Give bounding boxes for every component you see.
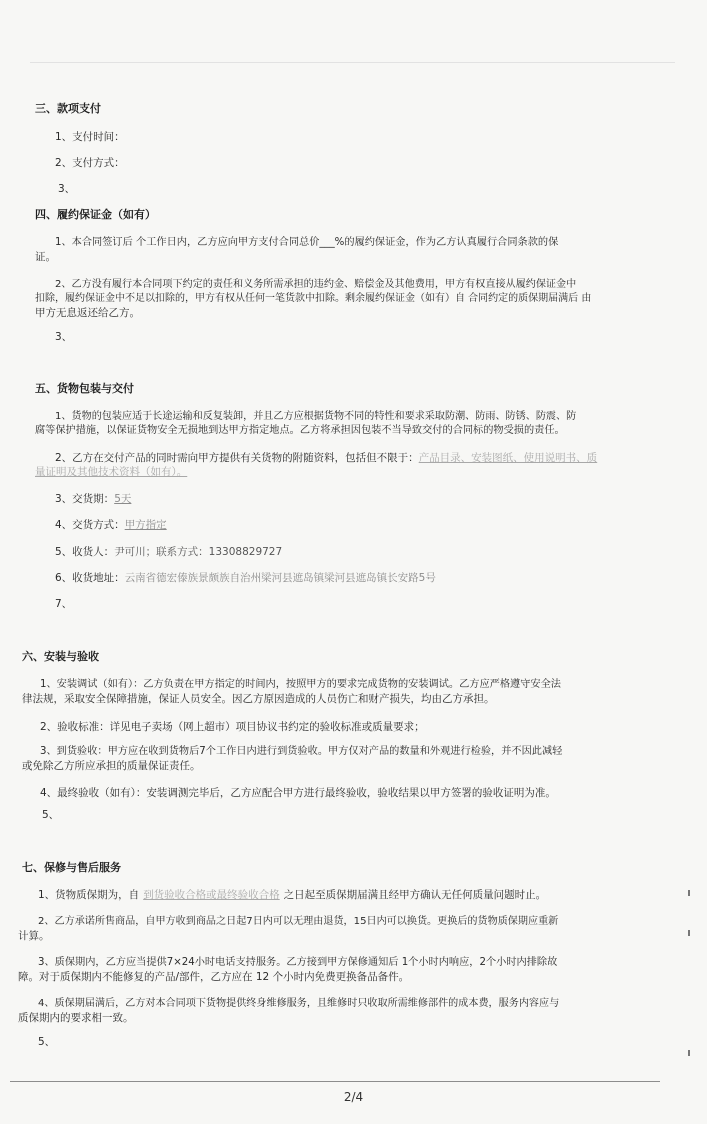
consignee-value: 尹可川；联系方式：13308829727 [114,546,283,558]
section-heading-payment: 三、款项支付 [35,102,101,115]
delivery-address-value: 云南省德宏傣族景颇族自治州梁河县遮岛镇梁河县遮岛镇长安路5号 [124,572,436,584]
section-heading-packaging: 五、货物包装与交付 [35,382,134,395]
section-heading-deposit: 四、履约保证金（如有） [35,208,156,221]
packaging-para-1a: 1、货物的包装应适于长途运输和反复装卸，并且乙方应根据货物不同的特性和要求采取防潮、防雨、防锈、防震、防 [55,411,577,422]
deposit-para-2a: 2、乙方没有履行本合同项下约定的责任和义务所需承担的违约金、赔偿金及其他费用，甲方有权直接从履约保证金中 [55,279,577,290]
acceptance-standard: 2、验收标准：详见电子卖场（网上超市）项目协议书约定的验收标准或质量要求； [40,721,425,733]
deposit-para-1a: 1、本合同签订后 个工作日内，乙方应向甲方支付合同总价___%的履约保证金，作为乙方认真履行合同条款的保 [55,237,559,248]
payment-method: 2、支付方式： [55,157,125,169]
packaging-para-1b: 腐等保护措施，以保证货物安全无损地到达甲方指定地点。乙方将承担因包装不当导致交付的合同标的物受损的责任。 [35,425,565,436]
arrival-acceptance-a: 3、到货验收：甲方应在收到货物后7个工作日内进行到货验收。甲方仅对产品的数量和外观进行检验，并不因此减轻 [40,746,563,757]
installation-para-1b: 律法规，采取安全保障措施，保证人员安全。因乙方原因造成的人员伤亡和财产损失，均由乙方承担。 [22,693,495,705]
installation-para-1a: 1、安装调试（如有）：乙方负责在甲方指定的时间内，按照甲方的要求完成货物的安装调试。乙方应严格遵守安全法 [40,679,561,690]
warranty-period-label: 1、货物质保期为，自 [38,889,140,901]
docs-fill: 产品目录、安装图纸、使用说明书、质 [418,452,598,464]
warranty-period-fill: 到货验收合格或最终验收合格 [143,889,280,901]
delivery-address [55,571,436,585]
docs-label: 2、乙方在交付产品的同时需向甲方提供有关货物的附随资料，包括但不限于： [55,452,419,464]
lifetime-maintenance-b: 质保期内的要求相一致。 [18,1012,134,1024]
delivery-address-label: 6、收货地址： [55,572,125,584]
warranty-period-tail: 之日起至质保期届满且经甲方确认无任何质量问题时止。 [283,889,547,901]
deposit-item-3: 3、 [55,331,73,343]
delivery-period [55,492,131,506]
deposit-para-2c: 甲方无息返还给乙方。 [35,307,140,319]
return-policy-a: 2、乙方承诺所售商品，自甲方收到商品之日起7日内可以无理由退货，15日内可以换货。更换后的货物质保期应重新 [38,916,559,927]
delivery-method-label: 4、交货方式： [55,519,125,531]
payment-time: 1、支付时间： [55,131,125,143]
consignee [55,545,282,559]
lifetime-maintenance-a: 4、质保期届满后，乙方对本合同项下货物提供终身维修服务，且维修时只收取所需维修部件的成本费，服务内容应与 [38,998,560,1009]
payment-item-3: 3、 [58,183,76,195]
scan-mark [688,1050,690,1056]
packaging-para-2b: 量证明及其他技术资料（如有）。 [35,466,188,478]
installation-item-5: 5、 [42,809,60,821]
packaging-para-2a [55,451,597,465]
scan-mark [688,930,690,936]
scan-mark [688,890,690,896]
delivery-method-value: 甲方指定 [124,519,167,531]
delivery-method [55,518,167,532]
consignee-label: 5、收货人： [55,546,115,558]
footer-rule [10,1081,660,1082]
header-rule [30,62,675,63]
support-service-a: 3、质保期内，乙方应当提供7×24小时电话支持服务。乙方接到甲方保修通知后 1个小时内响应，2个小时内排除故 [38,957,558,968]
final-acceptance: 4、最终验收（如有）：安装调测完毕后，乙方应配合甲方进行最终验收，验收结果以甲方签署的验收证明为准。 [40,787,556,799]
delivery-period-value: 5天 [114,493,132,505]
warranty-item-5: 5、 [38,1036,56,1048]
deposit-para-2b: 扣除，履约保证金中不足以扣除的，甲方有权从任何一笔货款中扣除。剩余履约保证金（如有）自 合同约定的质保期届满后 由 [35,293,592,304]
section-heading-warranty: 七、保修与售后服务 [22,861,121,874]
return-policy-b: 计算。 [18,930,50,942]
page-number: 2/4 [343,1090,364,1104]
deposit-para-1b: 证。 [35,251,56,263]
delivery-period-label: 3、交货期： [55,493,115,505]
warranty-period [38,888,546,902]
support-service-b: 障。对于质保期内不能修复的产品/部件，乙方应在 12 个小时内免费更换备品备件。 [18,971,410,983]
section-heading-installation: 六、安装与验收 [22,650,99,663]
delivery-item-7: 7、 [55,598,73,610]
arrival-acceptance-b: 或免除乙方所应承担的质量保证责任。 [22,760,201,772]
